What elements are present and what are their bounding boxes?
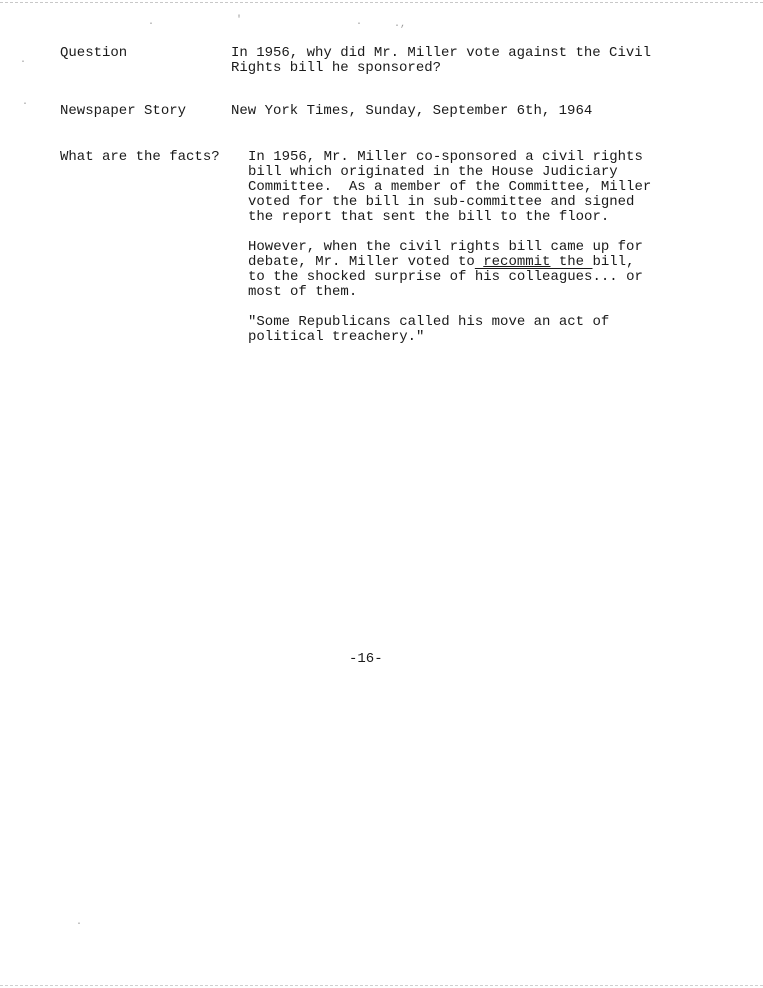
facts-line: political treachery."	[248, 329, 425, 345]
facts-line: "Some Republicans called his move an act of	[248, 314, 610, 330]
facts-line: most of them.	[248, 284, 358, 300]
question-line: Rights bill he sponsored?	[231, 60, 442, 76]
facts-paragraph-2	[248, 240, 651, 300]
scan-mark: .	[20, 55, 27, 66]
facts-row	[60, 150, 651, 345]
scan-mark: .	[356, 17, 363, 28]
facts-text: ... or	[592, 269, 643, 285]
scan-mark: .	[22, 97, 29, 108]
scan-mark: .	[148, 17, 155, 28]
facts-line	[248, 270, 651, 285]
overlined-words: his colleagues	[474, 269, 593, 285]
scan-mark: .,	[394, 19, 407, 30]
facts-text: debate, Mr. Miller voted to	[248, 254, 484, 270]
scan-mark: .	[76, 917, 83, 928]
facts-line: However, when the civil rights bill came up for	[248, 239, 643, 255]
facts-line: In 1956, Mr. Miller co-sponsored a civil rights	[248, 149, 643, 165]
question-text	[231, 46, 651, 76]
facts-paragraph-3	[248, 315, 651, 345]
facts-line	[248, 255, 651, 270]
scan-mark: '	[236, 15, 243, 26]
page-number: -16-	[349, 651, 383, 667]
facts-line: the report that sent the bill to the floor.	[248, 209, 610, 225]
bottom-page-edge	[0, 985, 763, 986]
facts-body	[248, 150, 651, 345]
newspaper-value: New York Times, Sunday, September 6th, 1964	[231, 103, 593, 119]
underlined-word: recommit	[483, 254, 551, 270]
facts-line: voted for the bill in sub-committee and signed	[248, 194, 635, 210]
question-line: In 1956, why did Mr. Miller vote against the Civil	[231, 45, 652, 61]
newspaper-label: Newspaper Story	[60, 103, 187, 119]
top-page-edge	[0, 2, 763, 3]
question-row	[60, 46, 651, 76]
newspaper-row	[60, 104, 592, 119]
facts-line: bill which originated in the House Judiciary	[248, 164, 618, 180]
question-label: Question	[60, 45, 128, 61]
facts-label: What are the facts?	[60, 149, 220, 165]
facts-paragraph-1	[248, 150, 651, 225]
facts-line: Committee. As a member of the Committee, Miller	[248, 179, 652, 195]
facts-text: the bill,	[550, 254, 635, 270]
facts-text: to the shocked surprise of	[248, 269, 475, 285]
